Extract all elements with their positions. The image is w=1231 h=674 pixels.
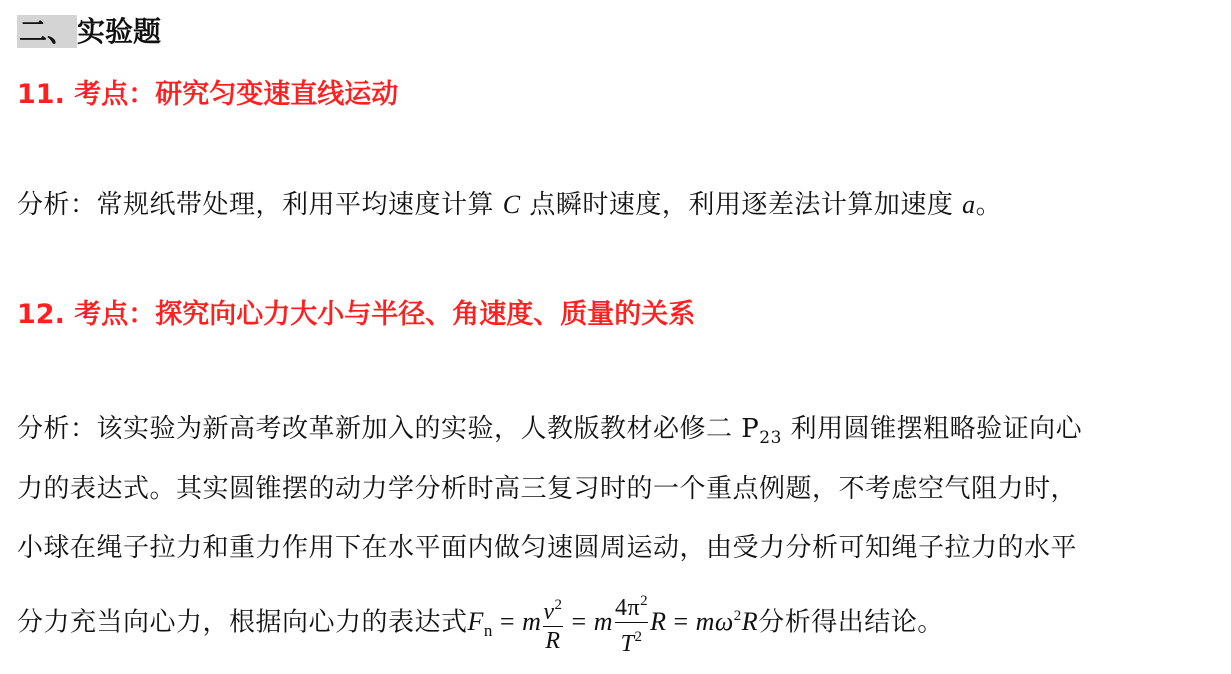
- section-title: 实验题: [77, 15, 162, 48]
- question-12-line-3: 小球在绳子拉力和重力作用下在水平面内做匀速圆周运动，由受力分析可知绳子拉力的水平: [17, 533, 1078, 563]
- formula-t: T: [620, 631, 635, 657]
- formula-v: v: [543, 598, 555, 625]
- acceleration-symbol: a: [962, 190, 976, 219]
- analysis-text: 分析：该实验为新高考改革新加入的实验，人教版教材必修二 P: [17, 414, 760, 444]
- analysis-text: 分析：常规纸带处理，利用平均速度计算: [17, 190, 503, 220]
- formula-r: R: [545, 627, 561, 654]
- question-12-title: 12. 考点：探究向心力大小与半径、角速度、质量的关系: [17, 299, 696, 330]
- analysis-text: 分析得出结论。: [758, 607, 944, 638]
- analysis-text: 。: [975, 190, 1003, 220]
- formula-sup: 2: [733, 608, 742, 625]
- formula-r: R: [650, 607, 667, 637]
- question-11-analysis: [17, 184, 1002, 221]
- question-12-line-1: [17, 408, 1082, 448]
- question-12-line-2: 力的表达式。其实圆锥摆的动力学分析时高三复习时的一个重点例题，不考虑空气阻力时，: [17, 474, 1078, 504]
- formula-m: m: [593, 607, 613, 637]
- formula-equals: =: [666, 607, 696, 637]
- formula-equals: =: [564, 607, 594, 637]
- question-11-title: 11. 考点：研究匀变速直线运动: [17, 79, 399, 110]
- fraction-v2-r: [543, 592, 562, 654]
- section-heading: [17, 10, 161, 50]
- formula-sup: 2: [634, 629, 643, 645]
- question-12-line-4: [17, 590, 944, 659]
- formula-m: m: [522, 607, 542, 637]
- analysis-text: 点瞬时速度，利用逐差法计算加速度: [520, 190, 963, 220]
- analysis-text: 分力充当向心力，根据向心力的表达式: [17, 607, 468, 638]
- section-number: 二、: [19, 15, 76, 48]
- formula-4pi: 4π: [614, 595, 641, 621]
- formula-sup: 2: [554, 596, 563, 613]
- fraction-4pi2-t2: [615, 588, 648, 657]
- formula-m-omega: mω: [695, 607, 734, 637]
- analysis-text: 利用圆锥摆粗略验证向心: [781, 414, 1083, 444]
- point-c: C: [502, 190, 521, 219]
- formula-f: F: [467, 607, 484, 637]
- formula-r: R: [741, 607, 759, 637]
- formula-equals: =: [492, 607, 523, 637]
- formula-f-sub: n: [483, 621, 493, 641]
- formula-sup: 2: [640, 593, 649, 609]
- centripetal-force-formula: [467, 593, 759, 657]
- page-subscript: 23: [759, 428, 782, 448]
